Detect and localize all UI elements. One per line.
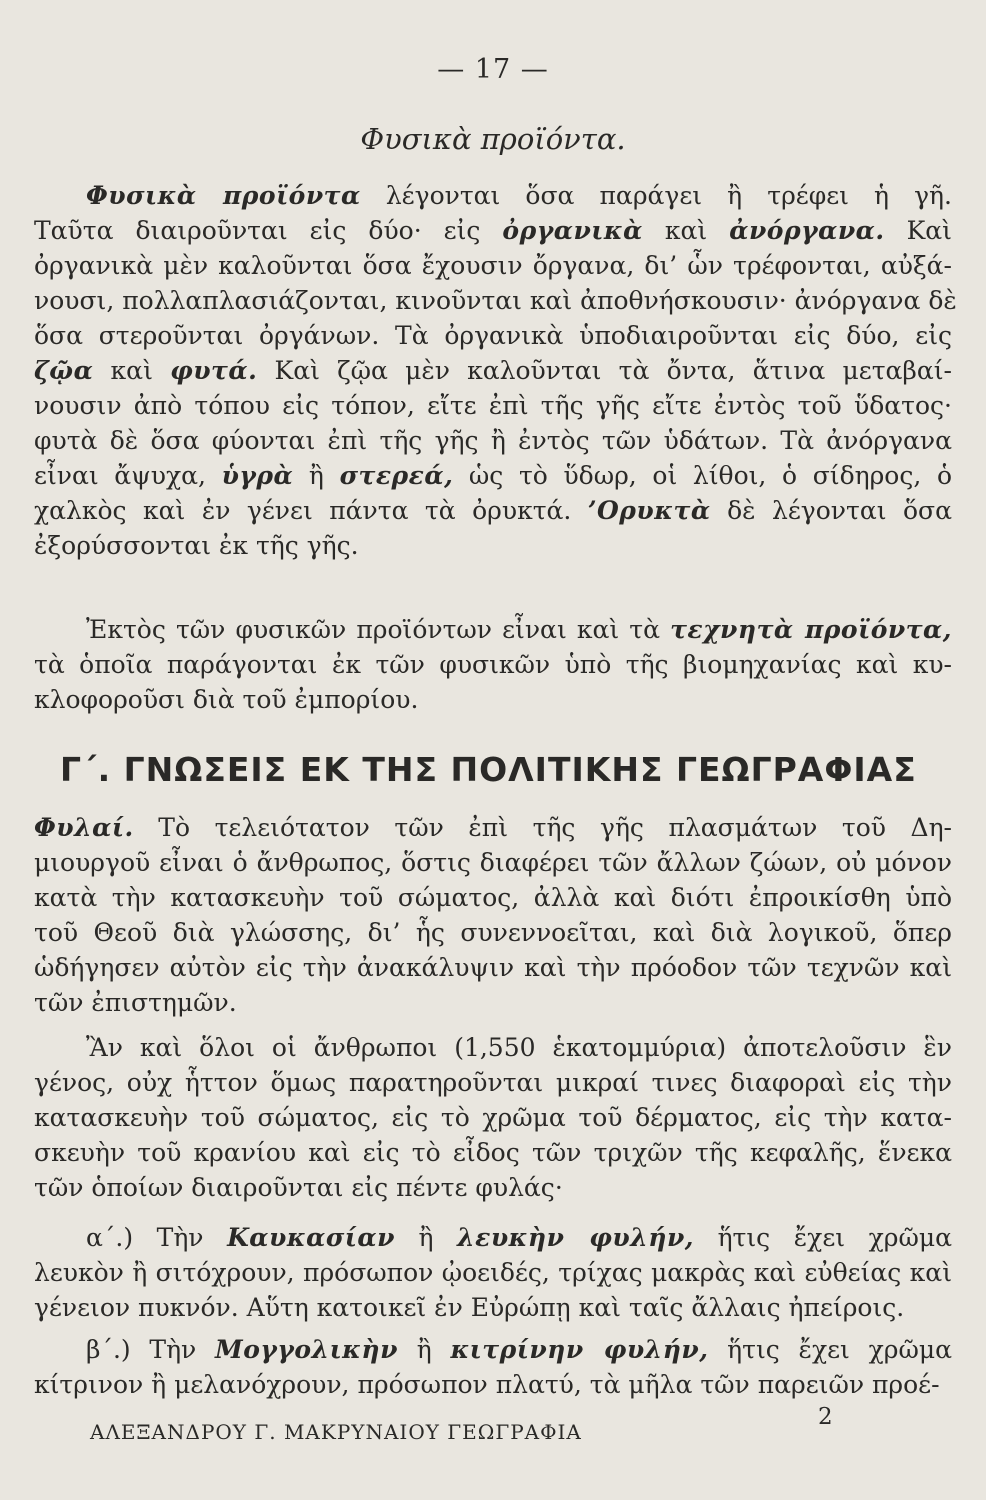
text-line: [34, 353, 952, 388]
text-line: [34, 1367, 952, 1402]
bold-term: Φυσικὰ προϊόντα: [86, 181, 361, 210]
text-run: Καὶ ζῷα μὲν καλοῦνται τὰ ὄντα, ἅτινα μεταβαί-: [257, 356, 952, 385]
text-line: [34, 283, 957, 318]
text-run: γένος, οὐχ ἧττον ὅμως παρατηροῦνται μικραί τινες διαφοραὶ εἰς τὴν: [34, 1068, 952, 1097]
text-line: [34, 1065, 952, 1100]
text-run: δὲ λέγονται ὅσα: [710, 496, 952, 525]
text-run: ὅσα στεροῦνται ὀργάνων. Τὰ ὀργανικὰ ὑποδιαιροῦνται εἰς δύο, εἰς: [34, 321, 952, 350]
text-run: ἢ: [394, 1223, 458, 1252]
text-run: φυτὰ δὲ ὅσα φύονται ἐπὶ τῆς γῆς ἢ ἐντὸς τῶν ὑδάτων. Τὰ ἀνόργανα: [34, 426, 952, 455]
text-run: Ἂν καὶ ὅλοι οἱ ἄνθρωποι (1,550 ἑκατομμύρια) ἀποτελοῦσιν ἓν: [86, 1033, 952, 1062]
text-line: [34, 1220, 952, 1255]
bold-term: Μογγολικὴν: [215, 1335, 398, 1364]
text-run: κατασκευὴν τοῦ σώματος, εἰς τὸ χρῶμα τοῦ δέρματος, εἰς τὴν κατα-: [34, 1103, 952, 1132]
text-line: [34, 528, 952, 563]
text-line: [34, 248, 952, 283]
text-line: [34, 647, 952, 682]
text-run: λευκὸν ἢ σιτόχρουν, πρόσωπον ᾠοειδές, τρίχας μακρὰς καὶ εὐθείας καὶ: [34, 1258, 952, 1287]
bold-term: ὑγρὰ: [221, 461, 294, 490]
text-run: σκευὴν τοῦ κρανίου καὶ εἰς τὸ εἶδος τῶν τριχῶν τῆς κεφαλῆς, ἕνεκα: [34, 1138, 952, 1167]
bold-term: φυτά.: [170, 356, 258, 385]
text-line: [34, 880, 952, 915]
text-run: νουσιν ἀπὸ τόπου εἰς τόπον, εἴτε ἐπὶ τῆς γῆς εἴτε ἐντὸς τοῦ ὕδατος·: [34, 391, 952, 420]
text-run: β΄.) Τὴν: [86, 1335, 216, 1364]
bold-term: στερεά,: [339, 461, 454, 490]
text-run: ὡς τὸ ὕδωρ, οἱ λίθοι, ὁ σίδηρος, ὁ: [453, 461, 952, 490]
text-run: Τὸ τελειότατον τῶν ἐπὶ τῆς γῆς πλασμάτων τοῦ Δη-: [133, 813, 952, 842]
paragraph-artificial-products: [34, 612, 952, 717]
bold-term: Φυλαί.: [34, 813, 134, 842]
text-run: ἢ: [293, 461, 340, 490]
text-run: κίτρινον ἢ μελανόχρουν, πρόσωπον πλατύ, τὰ μῆλα τῶν παρειῶν προέ-: [34, 1370, 940, 1399]
bold-term: Καυκασίαν: [227, 1223, 395, 1252]
text-line: [34, 950, 952, 985]
text-run: καὶ: [93, 356, 171, 385]
page-number: — 17 —: [437, 54, 549, 85]
text-run: ἥτις ἔχει χρῶμα: [694, 1223, 953, 1252]
text-line: [34, 423, 952, 458]
bold-term: ’Ορυκτὰ: [587, 496, 711, 525]
text-line: [34, 388, 952, 423]
text-run: γένειον πυκνόν. Αὕτη κατοικεῖ ἐν Εὐρώπῃ καὶ ταῖς ἄλλαις ἠπείροις.: [34, 1293, 905, 1322]
text-run: τὰ ὁποῖα παράγονται ἐκ τῶν φυσικῶν ὑπὸ τῆς βιομηχανίας καὶ κυ-: [34, 650, 952, 679]
footer-signature-line: ΑΛΕΞΑΝΔΡΟΥ Γ. ΜΑΚΡΥΝΑΙΟΥ ΓΕΩΓΡΑΦΙΑ: [90, 1420, 582, 1444]
text-run: καὶ: [642, 216, 730, 245]
text-run: λέγονται ὅσα παράγει ἢ τρέφει ἡ γῆ.: [360, 181, 952, 210]
text-line: [34, 1100, 952, 1135]
paragraph-races-division: [34, 1030, 952, 1205]
text-line: [34, 318, 952, 353]
text-line: [34, 1255, 952, 1290]
text-line: [34, 810, 952, 845]
text-run: εἶναι ἄψυχα,: [34, 461, 222, 490]
text-line: [34, 213, 952, 248]
text-line: [34, 1290, 952, 1325]
text-run: κατὰ τὴν κατασκευὴν τοῦ σώματος, ἀλλὰ καὶ διότι ἐπροικίσθη ὑπὸ: [34, 883, 952, 912]
text-run: κλοφοροῦσι διὰ τοῦ ἐμπορίου.: [34, 685, 419, 714]
text-line: [34, 1030, 952, 1065]
text-run: Καὶ: [884, 216, 952, 245]
text-run: ἢ: [397, 1335, 451, 1364]
text-run: τῶν ἐπιστημῶν.: [34, 988, 237, 1017]
text-line: [34, 493, 952, 528]
text-line: [34, 985, 952, 1020]
text-run: νουσι, πολλαπλασιάζονται, κινοῦνται καὶ ἀποθνήσκουσιν· ἀνόργανα δὲ: [34, 286, 957, 315]
text-line: [34, 915, 952, 950]
text-run: ὀργανικὰ μὲν καλοῦνται ὅσα ἔχουσιν ὄργανα, δι’ ὧν τρέφονται, αὐξά-: [34, 251, 952, 280]
text-line: [34, 458, 952, 493]
bold-term: κιτρίνην φυλήν,: [450, 1335, 709, 1364]
text-run: Ταῦτα διαιροῦνται εἰς δύο· εἰς: [34, 216, 503, 245]
bold-term: λευκὴν φυλήν,: [457, 1223, 694, 1252]
text-run: ἥτις ἔχει χρῶμα: [708, 1335, 952, 1364]
text-line: [34, 682, 952, 717]
text-run: τῶν ὁποίων διαιροῦνται εἰς πέντε φυλάς·: [34, 1173, 563, 1202]
section-title: Φυσικὰ προϊόντα.: [360, 122, 626, 156]
bold-term: ὀργανικὰ: [502, 216, 643, 245]
chapter-heading: Γ΄. ΓΝΩΣΕΙΣ ΕΚ ΤΗΣ ΠΟΛΙΤΙΚΗΣ ΓΕΩΓΡΑΦΙΑΣ: [60, 750, 917, 789]
text-line: [34, 845, 952, 880]
text-run: τοῦ Θεοῦ διὰ γλώσσης, δι’ ἧς συνεννοεῖται, καὶ διὰ λογικοῦ, ὅπερ: [34, 918, 952, 947]
bold-term: τεχνητὰ προϊόντα,: [670, 615, 952, 644]
text-run: μιουργοῦ εἶναι ὁ ἄνθρωπος, ὅστις διαφέρει τῶν ἄλλων ζώων, οὐ μόνον: [34, 848, 952, 877]
text-line: [34, 612, 952, 647]
paragraph-caucasian: [34, 1220, 952, 1325]
signature-mark: 2: [818, 1404, 833, 1430]
text-run: α΄.) Τὴν: [86, 1223, 228, 1252]
bold-term: ἀνόργανα.: [729, 216, 885, 245]
text-run: ὡδήγησεν αὐτὸν εἰς τὴν ἀνακάλυψιν καὶ τὴν πρόοδον τῶν τεχνῶν καὶ: [34, 953, 952, 982]
paragraph-mongolian: [34, 1332, 952, 1402]
text-run: χαλκὸς καὶ ἐν γένει πάντα τὰ ὀρυκτά.: [34, 496, 588, 525]
text-line: [34, 178, 952, 213]
text-line: [34, 1135, 952, 1170]
text-line: [34, 1170, 952, 1205]
text-line: [34, 1332, 952, 1367]
text-run: ἐξορύσσονται ἐκ τῆς γῆς.: [34, 531, 359, 560]
paragraph-races: [34, 810, 952, 1020]
text-run: Ἐκτὸς τῶν φυσικῶν προϊόντων εἶναι καὶ τὰ: [86, 615, 671, 644]
bold-term: ζῷα: [34, 356, 94, 385]
paragraph-natural-products: [34, 178, 957, 563]
